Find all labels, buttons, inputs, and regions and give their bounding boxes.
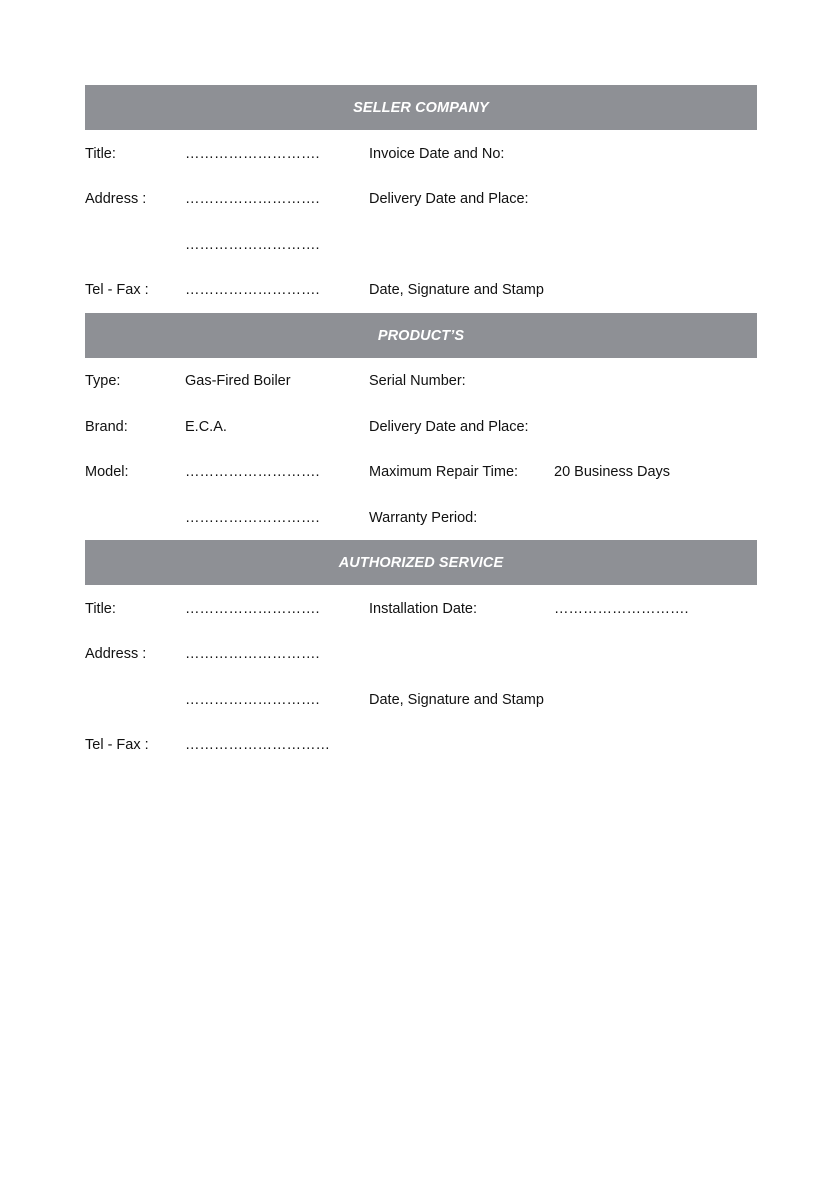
service-installation-value: ………………………. — [554, 601, 689, 617]
product-model-value-2: ………………………. — [185, 510, 320, 526]
service-signature-label: Date, Signature and Stamp — [369, 692, 544, 708]
seller-tel-label: Tel - Fax : — [85, 282, 149, 298]
seller-delivery-label: Delivery Date and Place: — [369, 191, 529, 207]
service-address-value-2: ………………………. — [185, 692, 320, 708]
seller-address-label: Address : — [85, 191, 147, 207]
authorized-service-heading: AUTHORIZED SERVICE — [85, 540, 757, 585]
seller-title-value: ………………………. — [185, 146, 320, 162]
service-title-value: ………………………. — [185, 601, 320, 617]
seller-address-value-1: ………………………. — [185, 191, 320, 207]
seller-address-value-2: ………………………. — [185, 237, 320, 253]
product-model-value-1: ………………………. — [185, 464, 320, 480]
seller-title-label: Title: — [85, 146, 116, 162]
product-model-label: Model: — [85, 464, 129, 480]
product-repair-value: 20 Business Days — [554, 464, 671, 480]
product-type-value: Gas-Fired Boiler — [185, 373, 291, 389]
product-repair-label: Maximum Repair Time: — [369, 464, 519, 480]
product-brand-label: Brand: — [85, 419, 128, 435]
service-tel-label: Tel - Fax : — [85, 737, 149, 753]
seller-company-heading: SELLER COMPANY — [85, 85, 757, 130]
service-installation-label: Installation Date: — [369, 601, 478, 617]
product-heading: PRODUCT’S — [85, 313, 757, 358]
product-brand-value: E.C.A. — [185, 419, 227, 435]
product-serial-label: Serial Number: — [369, 373, 466, 389]
product-delivery-label: Delivery Date and Place: — [369, 419, 529, 435]
service-address-label: Address : — [85, 646, 147, 662]
product-type-label: Type: — [85, 373, 121, 389]
service-address-value-1: ………………………. — [185, 646, 320, 662]
service-title-label: Title: — [85, 601, 116, 617]
seller-signature-label: Date, Signature and Stamp — [369, 282, 544, 298]
service-tel-value: ………………………… — [185, 737, 330, 753]
seller-invoice-label: Invoice Date and No: — [369, 146, 505, 162]
seller-tel-value: ………………………. — [185, 282, 320, 298]
product-warranty-label: Warranty Period: — [369, 510, 478, 526]
